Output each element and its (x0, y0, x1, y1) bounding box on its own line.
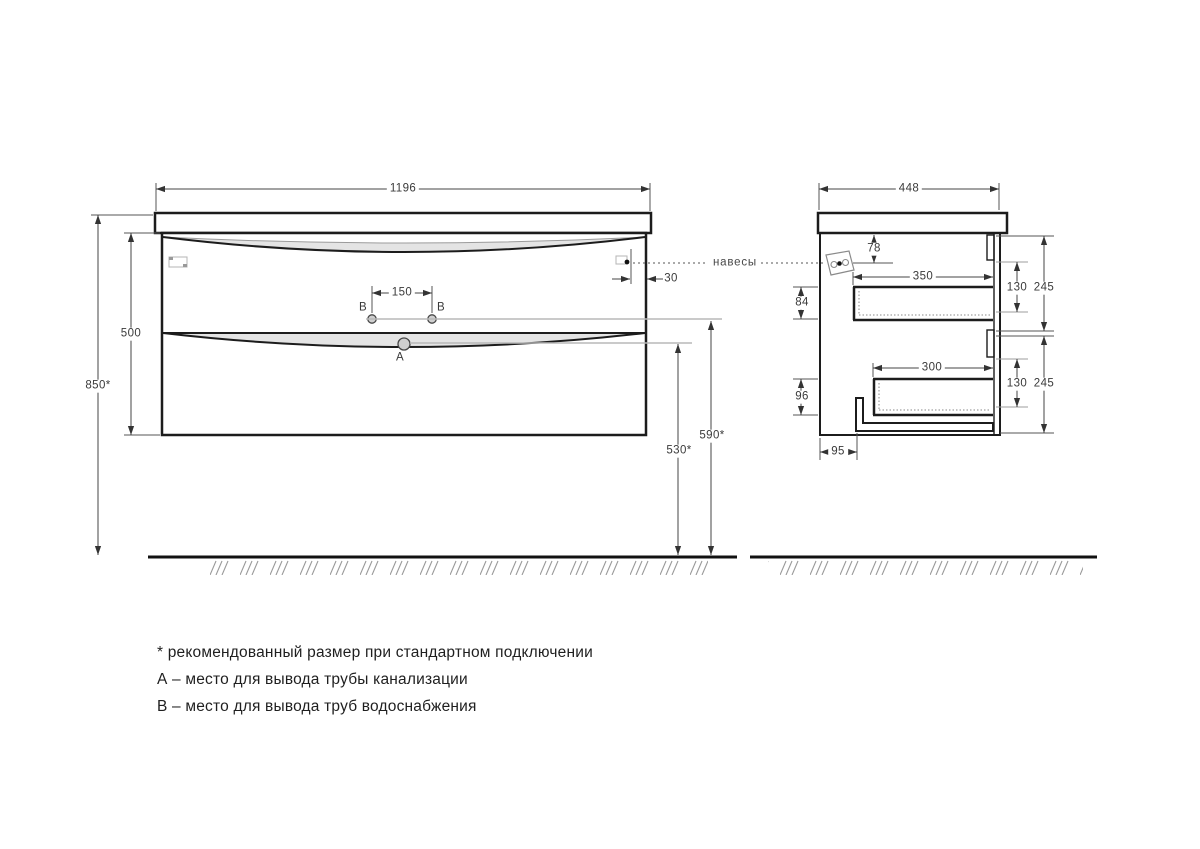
dim-label-850: 850* (82, 380, 113, 393)
dim-label-245-top: 245 (1031, 282, 1057, 295)
front-view (91, 183, 722, 555)
label-b-right: В (436, 301, 446, 314)
dim-label-130-bottom: 130 (1004, 378, 1030, 391)
label-a: А (395, 351, 405, 364)
hanger-bracket-detail (826, 251, 854, 275)
side-view (793, 183, 1054, 460)
drawer-front-bottom (987, 330, 994, 357)
side-countertop (818, 213, 1007, 233)
dim-label-130-top: 130 (1004, 282, 1030, 295)
dim-label-448: 448 (896, 183, 922, 196)
note-drain: А – место для вывода трубы канализации (157, 671, 468, 688)
drain-hole (398, 338, 410, 350)
floor (148, 557, 1097, 575)
floor-hatch-left (200, 560, 708, 575)
dim-label-96: 96 (792, 391, 812, 404)
label-b-left: В (358, 301, 368, 314)
hangers-callout-label: навесы (710, 257, 760, 270)
drawer-box-top (853, 287, 993, 320)
drawer-front-top (987, 235, 994, 260)
dim-label-30: 30 (664, 272, 678, 285)
dim-label-245-bottom: 245 (1031, 378, 1057, 391)
dim-label-1196: 1196 (387, 183, 419, 196)
wall-bracket-icon-left (169, 257, 187, 267)
front-countertop (155, 213, 651, 233)
dim-label-590: 590* (696, 430, 727, 443)
dim-label-150: 150 (389, 287, 415, 300)
dim-label-500: 500 (118, 328, 144, 341)
dim-label-78: 78 (864, 243, 884, 256)
dim-label-95: 95 (828, 446, 848, 459)
dim-label-350: 350 (910, 271, 936, 284)
drawer-box-bottom (873, 379, 993, 415)
floor-hatch-right (768, 560, 1083, 575)
note-asterisk: * рекомендованный размер при стандартном подключении (157, 644, 593, 661)
dim-label-530: 530* (663, 445, 694, 458)
dim-label-300: 300 (919, 362, 945, 375)
note-supply: В – место для вывода труб водоснабжения (157, 698, 477, 715)
dim-label-84: 84 (792, 297, 812, 310)
